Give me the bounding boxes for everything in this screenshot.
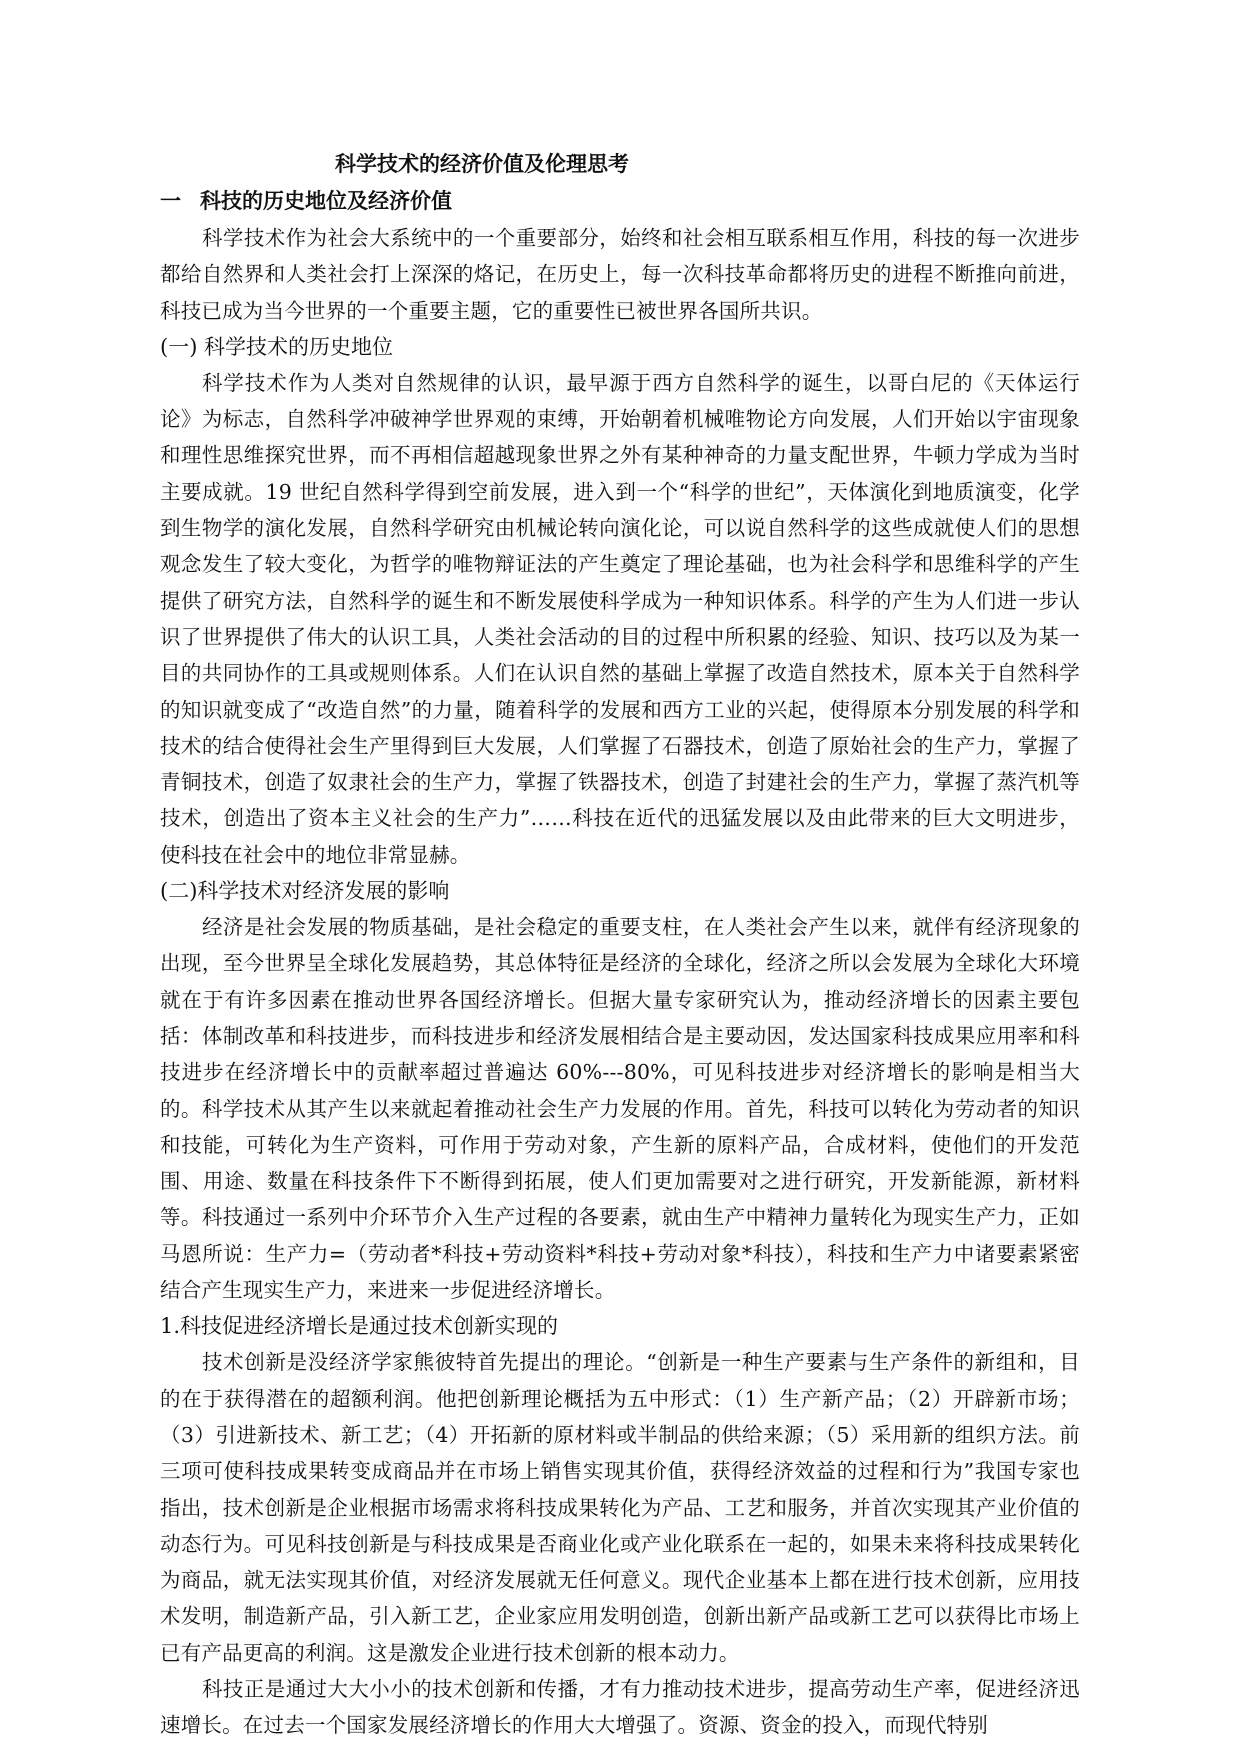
paragraph-innovation: 技术创新是没经济学家熊彼特首先提出的理论。“创新是一种生产要素与生产条件的新组和，目的在于获得潜在的超额利润。他把创新理论概括为五中形式：（1）生产新产品；（2）开辟新市场；（3）引进新技术、新工艺；（4）开拓新的原材料或半制品的供给来源；（5）采用新的组织方法。前三项可使科技成果转变成商品并在市场上销售实现其价值，获得经济效益的过程和行为”我国专家也指出，技术创新是企业根据市场需求将科技成果转化为产品、工艺和服务，并首次实现其产业价值的动态行为。可见科技创新是与科技成果是否商业化或产业化联系在一起的，如果未来将科技成果转化为商品，就无法实现其价值，对经济发展就无任何意义。现代企业基本上都在进行技术创新，应用技术发明，制造新产品，引入新工艺，企业家应用发明创造，创新出新产品或新工艺可以获得比市场上已有产品更高的利润。这是激发企业进行技术创新的根本动力。 bbox=[160, 1350, 1080, 1665]
section-heading bbox=[160, 182, 1080, 220]
point-heading-1: 1.科技促进经济增长是通过技术创新实现的 bbox=[160, 1314, 559, 1339]
section-number: 一 bbox=[160, 188, 181, 213]
paragraph-economic-impact: 经济是社会发展的物质基础，是社会稳定的重要支柱，在人类社会产生以来，就伴有经济现象的出现，至今世界呈全球化发展趋势，其总体特征是经济的全球化，经济之所以会发展为全球化大环境就在于有许多因素在推动世界各国经济增长。但据大量专家研究认为，推动经济增长的因素主要包括：体制改革和科技进步，而科技进步和经济发展相结合是主要动因，发达国家科技成果应用率和科技进步在经济增长中的贡献率超过普遍达 60%---80%，可见科技进步对经济增长的影响是相当大的。科学技术从其产生以来就起着推动社会生产力发展的作用。首先，科技可以转化为劳动者的知识和技能，可转化为生产资料，可作用于劳动对象，产生新的原料产品，合成材料，使他们的开发范围、用途、数量在科技条件下不断得到拓展，使人们更加需要对之进行研究，开发新能源，新材料等。科技通过一系列中介环节介入生产过程的各要素，就由生产中精神力量转化为现实生产力，正如马恩所说：生产力=（劳动者*科技+劳动资料*科技+劳动对象*科技），科技和生产力中诸要素紧密结合产生现实生产力，来进来一步促进经济增长。 bbox=[160, 915, 1080, 1303]
intro-paragraph: 科学技术作为社会大系统中的一个重要部分，始终和社会相互联系相互作用，科技的每一次进步都给自然界和人类社会打上深深的烙记，在历史上，每一次科技革命都将历史的进程不断推向前进，科技已成为当今世界的一个重要主题，它的重要性已被世界各国所共识。 bbox=[160, 226, 1080, 323]
section-heading-text: 科技的历史地位及经济价值 bbox=[200, 188, 452, 213]
paragraph-historical-status: 科学技术作为人类对自然规律的认识，最早源于西方自然科学的诞生，以哥白尼的《天体运行论》为标志，自然科学冲破神学世界观的束缚，开始朝着机械唯物论方向发展，人们开始以宇宙现象和理性思维探究世界，而不再相信超越现象世界之外有某种神奇的力量支配世界，牛顿力学成为当时主要成就。19 世纪自然科学得到空前发展，进入到一个“科学的世纪”，天体演化到地质演变，化学到生物学的演化发展，自然科学研究由机械论转向演化论，可以说自然科学的这些成就使人们的思想观念发生了较大变化，为哲学的唯物辩证法的产生奠定了理论基础，也为社会科学和思维科学的产生提供了研究方法，自然科学的诞生和不断发展使科学成为一种知识体系。科学的产生为人们进一步认识了世界提供了伟大的认识工具，人类社会活动的目的过程中所积累的经验、知识、技巧以及为某一目的共同协作的工具或规则体系。人们在认识自然的基础上掌握了改造自然技术，原本关于自然科学的知识就变成了“改造自然”的力量，随着科学的发展和西方工业的兴起，使得原本分别发展的科学和技术的结合使得社会生产里得到巨大发展，人们掌握了石器技术，创造了原始社会的生产力，掌握了青铜技术，创造了奴隶社会的生产力，掌握了铁器技术，创造了封建社会的生产力，掌握了蒸汽机等技术，创造出了资本主义社会的生产力”……科技在近代的迅猛发展以及由此带来的巨大文明进步，使科技在社会中的地位非常显赫。 bbox=[160, 370, 1080, 867]
document-title: 科学技术的经济价值及伦理思考 bbox=[335, 151, 629, 176]
subsection-heading-2: (二)科学技术对经济发展的影响 bbox=[160, 879, 450, 904]
paragraph-innovation-continued: 科技正是通过大大小小的技术创新和传播，才有力推动技术进步，提高劳动生产率，促进经济迅速增长。在过去一个国家发展经济增长的作用大大增强了。资源、资金的投入，而现代特别 bbox=[160, 1676, 1080, 1738]
document-page bbox=[160, 146, 1080, 1744]
subsection-heading-1: (一) 科学技术的历史地位 bbox=[160, 334, 394, 359]
